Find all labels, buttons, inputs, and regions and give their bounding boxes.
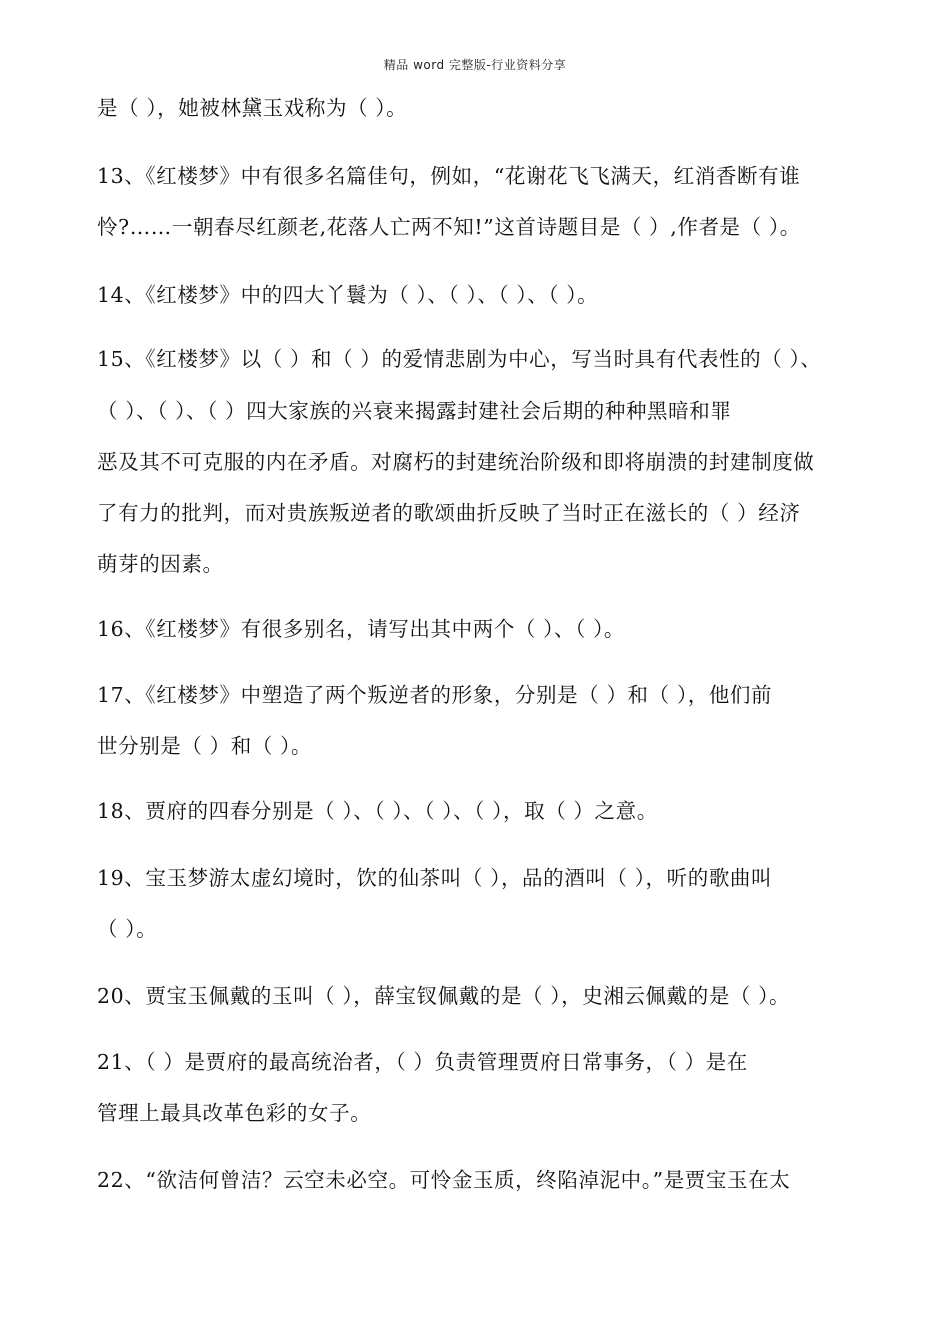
- text-line: 17、《红楼梦》中塑造了两个叛逆者的形象，分别是（ ）和（ ），他们前: [97, 683, 773, 707]
- text-line: 20、贾宝玉佩戴的玉叫（ ），薛宝钗佩戴的是（ ），史湘云佩戴的是（ ）。: [97, 984, 791, 1008]
- text-line: 13、《红楼梦》中有很多名篇佳句，例如，“花谢花飞飞满天，红消香断有谁: [97, 164, 801, 188]
- text-line: 14、《红楼梦》中的四大丫鬟为（ ）、（ ）、（ ）、（ ）。: [97, 283, 599, 307]
- text-line: 是（ ），她被林黛玉戏称为（ ）。: [97, 96, 408, 120]
- text-line: （ ）、（ ）、（ ）四大家族的兴衰来揭露封建社会后期的种种黑暗和罪: [97, 399, 732, 423]
- text-line: （ ）。: [97, 917, 158, 941]
- text-line: 21、（ ）是贾府的最高统治者，（ ）负责管理贾府日常事务，（ ）是在: [97, 1050, 748, 1074]
- text-line: 世分别是（ ）和（ ）。: [97, 734, 312, 758]
- text-line: 萌芽的因素。: [97, 552, 224, 576]
- text-line: 怜?……一朝春尽红颜老,花落人亡两不知!”这首诗题目是（ ）,作者是（ ）。: [97, 215, 801, 239]
- text-line: 15、《红楼梦》以（ ）和（ ）的爱情悲剧为中心，写当时具有代表性的（ ）、: [97, 347, 822, 371]
- text-line: 22、“欲洁何曾洁？云空未必空。可怜金玉质，终陷淖泥中。”是贾宝玉在太: [97, 1168, 791, 1192]
- text-line: 18、贾府的四春分别是（ ）、（ ）、（ ）、（ ），取（ ）之意。: [97, 799, 658, 823]
- text-line: 管理上最具改革色彩的女子。: [97, 1101, 372, 1125]
- page-header: 精品 word 完整版-行业资料分享: [383, 58, 567, 72]
- text-line: 16、《红楼梦》有很多别名，请写出其中两个（ ）、（ ）。: [97, 617, 626, 641]
- text-line: 恶及其不可克服的内在矛盾。对腐朽的封建统治阶级和即将崩溃的封建制度做: [97, 450, 815, 474]
- text-line: 了有力的批判，而对贵族叛逆者的歌颂曲折反映了当时正在滋长的（ ）经济: [97, 501, 801, 525]
- text-line: 19、宝玉梦游太虚幻境时，饮的仙茶叫（ ），品的酒叫（ ），听的歌曲叫: [97, 866, 773, 890]
